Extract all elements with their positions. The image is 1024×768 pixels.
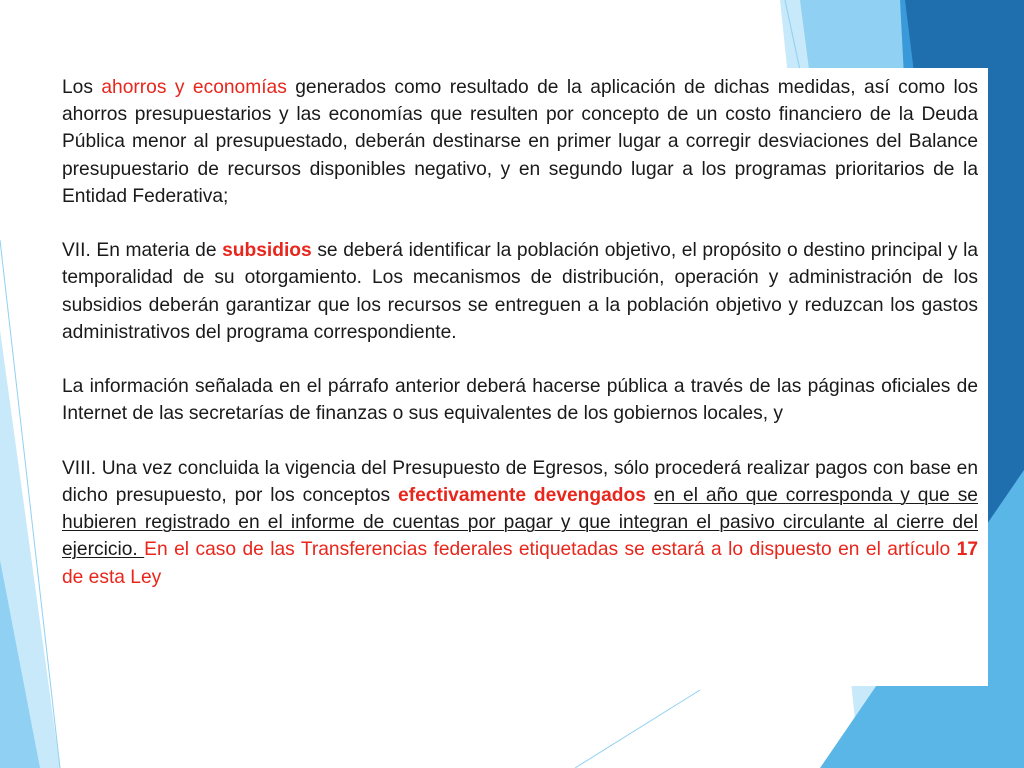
p4-article-number: 17 [956,539,979,561]
p4-underlined-text: en el año que corresponda y que se hubieren registrado en el informe de cuentas por pagar y que integran el pasivo circulante al cierre del ejercicio. [62,485,978,561]
p4-space [646,485,654,506]
paragraph-gap [62,428,978,455]
p2-text-1: VII. En materia de [62,240,223,262]
p4-text-1: VIII. Una vez concluida la vigencia del Presupuesto de Egresos, sólo procederá realizar pagos con base en dicho presupuesto, por los conceptos [62,457,978,506]
paragraph-gap [62,210,978,237]
paragraph-viii [62,455,978,591]
p2-highlight-subsidios: subsidios [222,240,312,262]
p3-text-1: La información señalada en el párrafo anterior deberá hacerse pública a través de las páginas oficiales de Internet de las secretarías de finanzas o sus equivalentes de los gobiernos locales, y [62,376,978,425]
p1-text-1: Los [62,77,102,98]
p4-highlight-devengados: efectivamente devengados [398,485,646,506]
paragraph-ahorros [62,74,978,210]
p1-text-2: generados como resultado de la aplicación de dichas medidas, así como los ahorros presupuestarios y las economías que resulten por concepto de un costo financiero de la Deuda Pública menor al presupuestado, deberán destinarse en primer lugar a corregir desviaciones del Balance presupuestario de recursos disponibles negativo, y en segundo lugar a los programas prioritarios de la Entidad Federativa; [62,77,978,207]
p4-red-text: En el caso de las Transferencias federales etiquetadas se estará a lo dispuesto en el artículo [144,539,957,561]
p2-text-2: se deberá identificar la población objetivo, el propósito o destino principal y la temporalidad de su otorgamiento. Los mecanismos de distribución, operación y administración de los subsidios deberán garantizar que los recursos se entreguen a la población objetivo y reduzcan los gastos administrativos del programa correspondiente. [62,240,979,343]
p4-red-text-end: de esta Ley [62,566,162,588]
content-textbox [52,68,988,686]
paragraph-informacion [62,373,978,427]
paragraph-subsidios [62,237,978,346]
p1-highlight-ahorros: ahorros y economías [101,77,287,98]
paragraph-gap [62,346,978,373]
deco-line-bottom [575,690,700,768]
